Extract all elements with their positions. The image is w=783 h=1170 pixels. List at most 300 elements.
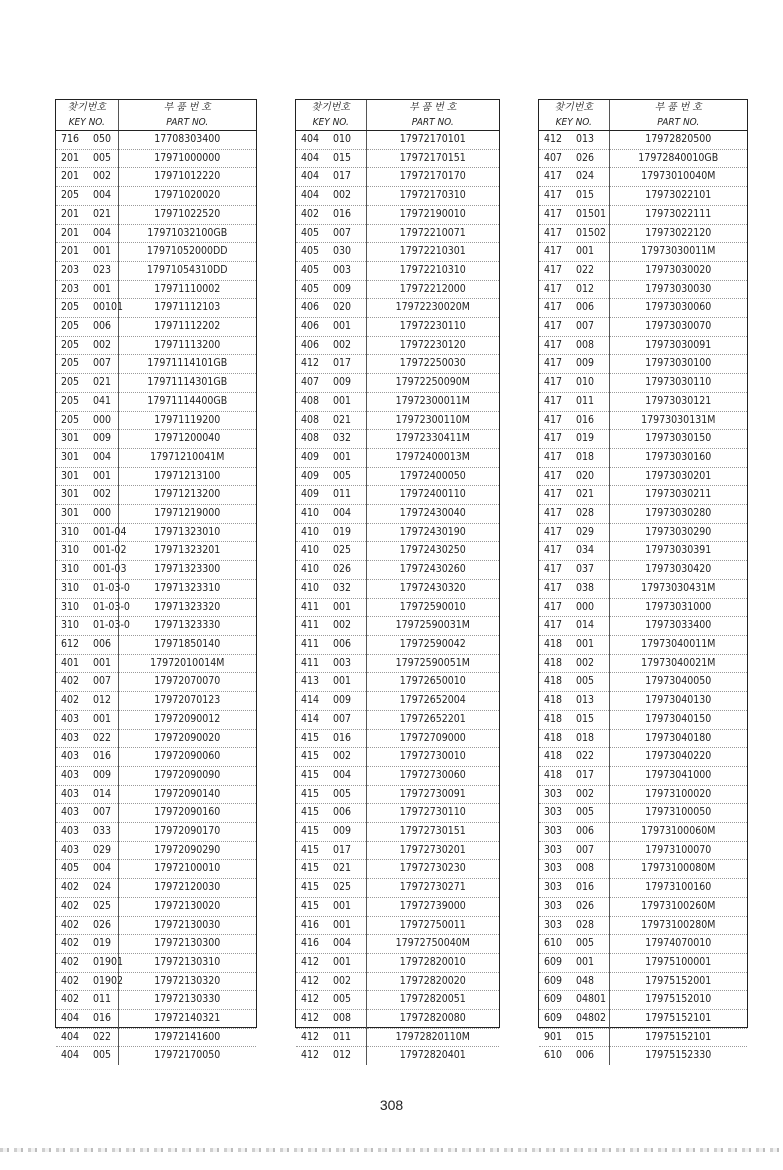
key-no-group: 310 xyxy=(61,544,80,557)
table-row xyxy=(296,748,499,767)
key-no-cell xyxy=(296,692,366,711)
key-no-cell xyxy=(539,617,609,636)
key-no-group: 405 xyxy=(301,245,320,258)
part-no-header-kr: 부 품 번 호 xyxy=(654,102,702,113)
key-no-item: 001 xyxy=(93,245,112,258)
key-no-group: 415 xyxy=(301,825,320,838)
table-row xyxy=(296,149,499,168)
key-no-group: 417 xyxy=(544,320,563,333)
key-no-cell xyxy=(296,168,366,187)
key-no-cell xyxy=(56,935,118,954)
key-no-group: 417 xyxy=(544,226,563,239)
table-row xyxy=(296,168,499,187)
key-no-group: 417 xyxy=(544,245,563,258)
key-no-item: 01-03-0 xyxy=(93,600,130,613)
key-no-cell xyxy=(539,336,609,355)
key-no-item: 041 xyxy=(93,394,112,407)
key-no-group: 417 xyxy=(544,189,563,202)
part-no-cell: 17973100050 xyxy=(645,806,712,819)
key-no-group: 310 xyxy=(61,581,80,594)
table-row xyxy=(56,766,256,785)
key-no-group: 415 xyxy=(301,787,320,800)
part-no-cell: 17973030420 xyxy=(645,563,712,576)
table-row xyxy=(56,336,256,355)
part-no-cell: 17972400050 xyxy=(399,469,466,482)
part-no-cell: 17971323201 xyxy=(154,544,221,557)
key-no-cell xyxy=(296,336,366,355)
key-no-item: 022 xyxy=(576,750,595,763)
key-no-cell xyxy=(296,785,366,804)
key-no-cell xyxy=(539,879,609,898)
key-no-group: 205 xyxy=(61,376,80,389)
key-no-cell xyxy=(296,448,366,467)
key-no-item: 032 xyxy=(333,581,352,594)
table-row xyxy=(296,448,499,467)
key-no-item: 004 xyxy=(333,768,352,781)
key-no-group: 407 xyxy=(301,376,320,389)
key-no-item: 01902 xyxy=(93,974,124,987)
key-no-item: 014 xyxy=(576,619,595,632)
part-no-cell: 17972130300 xyxy=(154,937,221,950)
key-no-cell xyxy=(539,729,609,748)
key-no-cell xyxy=(539,542,609,561)
key-no-group: 405 xyxy=(301,282,320,295)
part-no-cell: 17971020020 xyxy=(154,189,221,202)
key-no-group: 415 xyxy=(301,731,320,744)
scan-artifact-line xyxy=(0,1148,783,1152)
table-row xyxy=(56,299,256,318)
key-no-item: 008 xyxy=(576,338,595,351)
table-row xyxy=(56,785,256,804)
table-row xyxy=(56,897,256,916)
key-no-cell xyxy=(296,710,366,729)
table-row xyxy=(56,411,256,430)
table-row xyxy=(539,411,747,430)
key-no-item: 021 xyxy=(93,376,112,389)
key-no-cell xyxy=(56,823,118,842)
part-no-cell: 17972230020M xyxy=(395,301,470,314)
table-row xyxy=(56,261,256,280)
key-no-cell xyxy=(539,299,609,318)
part-no-cell: 17971114400GB xyxy=(147,394,228,407)
table-row xyxy=(296,617,499,636)
table-row xyxy=(539,1010,747,1029)
key-no-group: 404 xyxy=(301,133,320,145)
part-no-cell: 17973100280M xyxy=(641,918,716,931)
key-no-cell xyxy=(56,355,118,374)
table-row xyxy=(539,149,747,168)
part-no-cell: 17972400110 xyxy=(399,488,466,501)
part-no-cell: 17973030070 xyxy=(645,320,712,333)
table-row xyxy=(539,168,747,187)
key-no-group: 417 xyxy=(544,394,563,407)
key-no-cell xyxy=(296,860,366,879)
key-no-cell xyxy=(296,430,366,449)
key-no-item: 000 xyxy=(93,507,112,520)
key-no-cell xyxy=(539,467,609,486)
key-no-cell xyxy=(539,430,609,449)
part-no-cell: 17973040150 xyxy=(645,712,712,725)
table-row xyxy=(539,991,747,1010)
table-row xyxy=(56,131,256,150)
key-no-item: 001 xyxy=(576,637,595,650)
table-row xyxy=(56,635,256,654)
key-no-group: 403 xyxy=(61,787,80,800)
part-no-cell: 17973030110 xyxy=(645,376,712,389)
key-no-item: 025 xyxy=(333,544,352,557)
key-no-group: 415 xyxy=(301,750,320,763)
key-no-item: 003 xyxy=(333,656,352,669)
key-no-group: 410 xyxy=(301,525,320,538)
part-no-cell: 17973100260M xyxy=(641,899,716,912)
key-no-cell xyxy=(539,972,609,991)
key-no-cell xyxy=(296,972,366,991)
table-row xyxy=(56,243,256,262)
table-row xyxy=(296,897,499,916)
key-no-item: 003 xyxy=(333,263,352,276)
part-no-cell: 17972590031M xyxy=(395,619,470,632)
key-no-item: 026 xyxy=(93,918,112,931)
key-no-item: 028 xyxy=(576,507,595,520)
part-no-cell: 17972730010 xyxy=(399,750,466,763)
key-no-item: 012 xyxy=(576,282,595,295)
key-no-cell xyxy=(296,823,366,842)
key-no-item: 029 xyxy=(576,525,595,538)
key-no-cell xyxy=(56,318,118,337)
table-row xyxy=(296,131,499,150)
key-no-cell xyxy=(56,561,127,580)
part-no-cell: 17971032100GB xyxy=(147,226,228,239)
table-row xyxy=(296,411,499,430)
table-row xyxy=(56,224,256,243)
key-no-cell xyxy=(296,953,366,972)
table-row xyxy=(539,224,747,243)
key-no-header-en: KEY NO. xyxy=(56,115,118,131)
table-row xyxy=(296,486,499,505)
part-no-cell: 17972709000 xyxy=(399,731,466,744)
key-no-cell xyxy=(296,935,366,954)
part-no-cell: 17973010040M xyxy=(641,170,716,183)
key-no-cell xyxy=(539,523,609,542)
part-no-cell: 17972730230 xyxy=(399,862,466,875)
key-no-item: 038 xyxy=(576,581,595,594)
key-no-cell xyxy=(56,1010,118,1029)
key-no-item: 026 xyxy=(576,151,595,164)
key-no-item: 009 xyxy=(333,694,352,707)
part-no-cell: 17972090090 xyxy=(154,768,221,781)
key-no-cell xyxy=(56,972,124,991)
key-no-group: 410 xyxy=(301,581,320,594)
key-no-item: 020 xyxy=(333,301,352,314)
key-no-group: 402 xyxy=(61,899,80,912)
key-no-item: 01901 xyxy=(93,955,124,968)
key-no-group: 417 xyxy=(544,563,563,576)
table-row xyxy=(56,617,256,636)
key-no-item: 021 xyxy=(576,488,595,501)
table-row xyxy=(56,149,256,168)
table-row xyxy=(296,336,499,355)
part-no-cell: 17975152101 xyxy=(645,1030,712,1043)
key-no-cell xyxy=(56,654,118,673)
table-row xyxy=(296,879,499,898)
key-no-cell xyxy=(56,374,118,393)
part-no-cell: 17973022101 xyxy=(645,189,712,202)
key-no-cell xyxy=(296,280,366,299)
table-row xyxy=(56,430,256,449)
table-row xyxy=(56,804,256,823)
table-row xyxy=(539,860,747,879)
key-no-cell xyxy=(539,261,609,280)
key-no-group: 203 xyxy=(61,263,80,276)
key-no-item: 01501 xyxy=(576,207,607,220)
table-row xyxy=(56,823,256,842)
key-no-item: 048 xyxy=(576,974,595,987)
table-row xyxy=(539,673,747,692)
table-row xyxy=(539,748,747,767)
key-no-group: 403 xyxy=(61,768,80,781)
part-no-cell: 17971000000 xyxy=(154,151,221,164)
key-no-group: 418 xyxy=(544,712,563,725)
key-no-item: 007 xyxy=(333,712,352,725)
part-no-header-en: PART NO. xyxy=(609,115,747,131)
key-no-group: 415 xyxy=(301,899,320,912)
part-no-cell: 17972730060 xyxy=(399,768,466,781)
key-no-group: 417 xyxy=(544,469,563,482)
key-no-group: 414 xyxy=(301,694,320,707)
part-no-cell: 17973040011M xyxy=(641,637,716,650)
key-no-cell xyxy=(539,766,609,785)
key-no-item: 007 xyxy=(576,843,595,856)
key-no-group: 417 xyxy=(544,357,563,370)
key-no-cell xyxy=(296,318,366,337)
part-no-cell: 17972090012 xyxy=(154,712,221,725)
key-no-group: 412 xyxy=(544,133,563,145)
key-no-cell xyxy=(296,131,366,150)
part-no-cell: 17973100160 xyxy=(645,881,712,894)
key-no-cell xyxy=(56,748,118,767)
table-row xyxy=(56,1028,256,1047)
key-no-cell xyxy=(56,168,118,187)
part-no-cell: 17973030131M xyxy=(641,413,716,426)
key-no-group: 415 xyxy=(301,862,320,875)
key-no-cell xyxy=(296,299,366,318)
part-no-cell: 17973040180 xyxy=(645,731,712,744)
key-no-item: 004 xyxy=(93,862,112,875)
table-row xyxy=(296,692,499,711)
part-no-cell: 17971114301GB xyxy=(147,376,228,389)
table-row xyxy=(539,785,747,804)
part-no-cell: 17973040050 xyxy=(645,675,712,688)
key-no-cell xyxy=(539,561,609,580)
table-row xyxy=(56,654,256,673)
key-no-group: 205 xyxy=(61,338,80,351)
key-no-cell xyxy=(296,467,366,486)
part-no-cell: 17973041000 xyxy=(645,768,712,781)
table-row xyxy=(539,879,747,898)
key-no-item: 002 xyxy=(333,974,352,987)
key-no-cell xyxy=(56,1028,118,1047)
key-no-item: 001 xyxy=(333,955,352,968)
key-no-cell xyxy=(56,804,118,823)
part-no-cell: 17971213200 xyxy=(154,488,221,501)
part-no-cell: 17972730151 xyxy=(399,825,466,838)
key-no-group: 417 xyxy=(544,413,563,426)
key-no-item: 006 xyxy=(333,637,352,650)
key-no-item: 001-03 xyxy=(93,563,127,576)
key-no-item: 026 xyxy=(576,899,595,912)
table-row xyxy=(539,505,747,524)
part-no-cell: 17972330411M xyxy=(395,432,470,445)
table-row xyxy=(56,355,256,374)
part-no-cell: 17972300011M xyxy=(395,394,470,407)
key-no-item: 008 xyxy=(576,862,595,875)
key-no-item: 009 xyxy=(576,357,595,370)
table-row xyxy=(539,823,747,842)
key-no-cell xyxy=(539,935,609,954)
part-no-header-en: PART NO. xyxy=(366,115,499,131)
key-no-item: 002 xyxy=(576,656,595,669)
key-no-item: 020 xyxy=(576,469,595,482)
key-no-group: 417 xyxy=(544,544,563,557)
key-no-group: 417 xyxy=(544,301,563,314)
key-no-cell xyxy=(56,187,118,206)
part-no-cell: 17975100001 xyxy=(645,955,712,968)
key-no-group: 402 xyxy=(61,918,80,931)
part-no-cell: 17972140321 xyxy=(154,1012,221,1025)
table-row xyxy=(539,355,747,374)
table-row xyxy=(296,187,499,206)
part-no-cell: 17972300110M xyxy=(395,413,470,426)
part-no-cell: 17972730110 xyxy=(399,806,466,819)
table-row xyxy=(539,635,747,654)
key-no-item: 012 xyxy=(333,1049,352,1062)
part-no-cell: 17971113200 xyxy=(154,338,221,351)
key-no-item: 002 xyxy=(333,619,352,632)
key-no-group: 403 xyxy=(61,825,80,838)
table-row xyxy=(539,318,747,337)
key-no-cell xyxy=(539,953,609,972)
key-no-cell xyxy=(56,486,118,505)
key-no-item: 026 xyxy=(333,563,352,576)
key-no-group: 201 xyxy=(61,245,80,258)
key-no-group: 403 xyxy=(61,806,80,819)
key-no-item: 029 xyxy=(93,843,112,856)
part-no-cell: 17971112202 xyxy=(154,320,221,333)
part-no-cell: 17971850140 xyxy=(154,637,221,650)
key-no-group: 301 xyxy=(61,469,80,482)
key-no-item: 001 xyxy=(576,955,595,968)
key-no-group: 418 xyxy=(544,637,563,650)
table-row xyxy=(539,804,747,823)
key-no-item: 002 xyxy=(93,170,112,183)
part-no-cell: 17973030211 xyxy=(645,488,712,501)
key-no-item: 009 xyxy=(333,376,352,389)
key-no-cell xyxy=(56,149,118,168)
key-no-item: 016 xyxy=(576,881,595,894)
part-no-cell: 17971219000 xyxy=(154,507,221,520)
key-no-item: 007 xyxy=(93,357,112,370)
key-no-cell xyxy=(539,448,609,467)
key-no-cell xyxy=(539,505,609,524)
key-no-cell xyxy=(539,168,609,187)
table-row xyxy=(296,224,499,243)
key-no-item: 005 xyxy=(93,1049,112,1062)
key-no-cell xyxy=(56,841,118,860)
key-no-cell xyxy=(539,673,609,692)
key-no-cell xyxy=(56,860,118,879)
part-no-cell: 17972652201 xyxy=(399,712,466,725)
key-no-group: 303 xyxy=(544,843,563,856)
key-no-cell xyxy=(296,542,366,561)
parts-table-body xyxy=(539,131,747,1066)
key-no-cell xyxy=(56,953,124,972)
key-no-group: 405 xyxy=(301,226,320,239)
key-no-item: 001-04 xyxy=(93,525,127,538)
parts-table-body xyxy=(296,131,499,1066)
key-no-group: 310 xyxy=(61,563,80,576)
part-no-cell: 17972590051M xyxy=(395,656,470,669)
table-row xyxy=(56,935,256,954)
key-no-group: 402 xyxy=(61,955,80,968)
key-no-header-kr: 찾기번호 xyxy=(296,100,366,115)
key-no-group: 412 xyxy=(301,993,320,1006)
key-no-group: 417 xyxy=(544,338,563,351)
part-no-cell: 17973030391 xyxy=(645,544,712,557)
part-no-cell: 17973040021M xyxy=(641,656,716,669)
part-no-cell: 17972210071 xyxy=(399,226,466,239)
key-no-cell xyxy=(296,411,366,430)
table-row xyxy=(539,897,747,916)
key-no-item: 004 xyxy=(93,226,112,239)
key-no-group: 412 xyxy=(301,357,320,370)
table-row xyxy=(296,374,499,393)
part-no-cell: 17972130020 xyxy=(154,899,221,912)
key-no-group: 412 xyxy=(301,1012,320,1025)
key-no-cell xyxy=(296,804,366,823)
key-no-cell xyxy=(296,243,366,262)
part-no-cell: 17972070070 xyxy=(154,675,221,688)
key-no-item: 005 xyxy=(333,787,352,800)
table-row xyxy=(539,467,747,486)
table-row xyxy=(539,430,747,449)
key-no-cell xyxy=(56,766,118,785)
key-no-group: 417 xyxy=(544,207,563,220)
table-row xyxy=(56,860,256,879)
key-no-group: 418 xyxy=(544,750,563,763)
part-no-cell: 17972430320 xyxy=(399,581,466,594)
part-no-cell: 17971210041M xyxy=(150,450,225,463)
table-row xyxy=(56,1047,256,1065)
part-no-cell: 17972750040M xyxy=(395,937,470,950)
key-no-item: 001 xyxy=(333,675,352,688)
key-no-group: 415 xyxy=(301,881,320,894)
part-no-cell: 17972400013M xyxy=(395,450,470,463)
key-no-cell xyxy=(296,729,366,748)
key-no-group: 409 xyxy=(301,488,320,501)
key-no-cell xyxy=(296,261,366,280)
key-no-group: 418 xyxy=(544,694,563,707)
part-no-cell: 17975152101 xyxy=(645,1012,712,1025)
table-row xyxy=(56,748,256,767)
key-no-item: 019 xyxy=(333,525,352,538)
part-no-cell: 17971323300 xyxy=(154,563,221,576)
key-no-cell xyxy=(539,224,609,243)
table-row xyxy=(56,673,256,692)
table-row xyxy=(539,448,747,467)
part-no-cell: 17975152010 xyxy=(645,993,712,1006)
key-no-cell xyxy=(296,505,366,524)
key-no-group: 408 xyxy=(301,432,320,445)
